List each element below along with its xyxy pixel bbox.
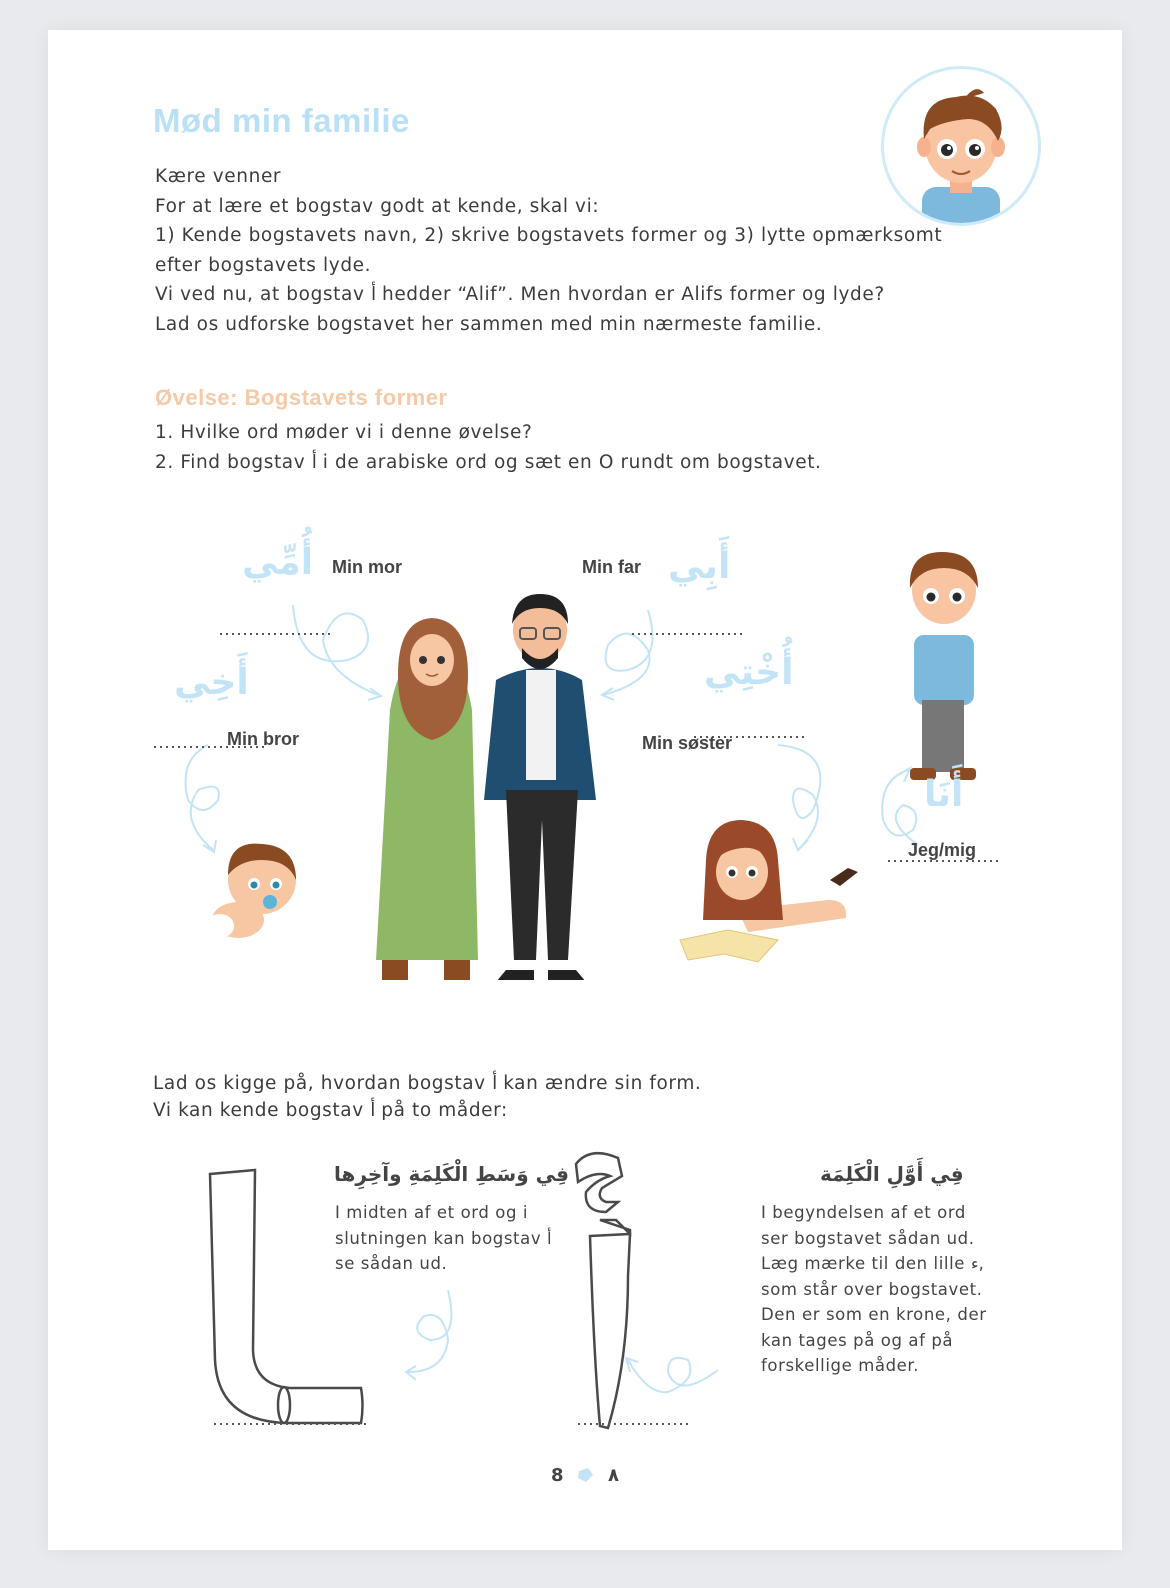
- forms-intro-line: Vi kan kende bogstav أ på to måder:: [153, 1100, 508, 1121]
- intro-line: efter bogstavets lyde.: [155, 254, 372, 276]
- label-father: Min far: [582, 557, 642, 577]
- intro-text: [155, 162, 995, 339]
- page-number-arabic: ٨: [608, 1465, 620, 1486]
- text-line: som står over bogstavet.: [761, 1279, 983, 1299]
- arabic-word-father: أَبِي: [668, 546, 731, 587]
- page-number: [48, 1465, 1122, 1486]
- father-figure-icon: [484, 594, 596, 980]
- intro-line: For at lære et bogstav godt at kende, skal vi:: [155, 195, 600, 217]
- heading-middle-end: فِي وَسَطِ الْكَلِمَةِ وآخِرِها: [334, 1162, 569, 1186]
- exercise-title: Øvelse: Bogstavets former: [155, 385, 448, 410]
- diamond-icon: [576, 1467, 596, 1483]
- boy-avatar-icon: [881, 66, 1041, 226]
- text-beginning: [761, 1200, 987, 1379]
- worksheet-page: [48, 30, 1122, 1550]
- label-sister: Min søster: [642, 733, 733, 753]
- exercise-steps: [155, 418, 822, 478]
- intro-line: Vi ved nu, at bogstav أ hedder “Alif”. Men hvordan er Alifs former og lyde?: [155, 284, 885, 305]
- text-line: ser bogstavet sådan ud.: [761, 1228, 975, 1248]
- arabic-word-me: أَنَا: [924, 774, 964, 815]
- label-me: Jeg/mig: [908, 840, 977, 860]
- forms-intro-line: Lad os kigge på, hvordan bogstav أ kan ændre sin form.: [153, 1073, 702, 1094]
- heading-beginning: فِي أَوَّلِ الْكَلِمَة: [820, 1162, 964, 1186]
- intro-line: Kære venner: [155, 166, 282, 187]
- intro-line: 1) Kende bogstavets navn, 2) skrive bogstavets former og 3) lytte opmærksomt: [155, 225, 943, 246]
- page-title: Mød min familie: [153, 102, 410, 139]
- forms-intro: [153, 1070, 701, 1124]
- text-line: Den er som en krone, der: [761, 1305, 987, 1324]
- mother-figure-icon: [376, 618, 478, 980]
- text-line: I begyndelsen af et ord: [761, 1203, 966, 1222]
- text-line: Læg mærke til den lille ء,: [761, 1254, 984, 1273]
- text-line: se sådan ud.: [335, 1254, 448, 1273]
- text-line: I midten af et ord og i: [335, 1203, 529, 1222]
- page-number-latin: 8: [550, 1465, 564, 1486]
- arabic-word-sister: أُخْتِي: [704, 652, 794, 693]
- intro-line: Lad os udforske bogstavet her sammen med min nærmeste familie.: [155, 313, 823, 335]
- boy-figure-icon: [910, 552, 978, 780]
- sister-figure-icon: [680, 820, 858, 962]
- text-line: forskellige måder.: [761, 1356, 920, 1375]
- exercise-step: 1. Hvilke ord møder vi i denne øvelse?: [155, 422, 533, 443]
- arabic-word-brother: أَخِي: [174, 662, 249, 703]
- baby-figure-icon: [206, 844, 296, 938]
- text-middle-end: [335, 1200, 552, 1277]
- label-brother: Min bror: [227, 729, 299, 749]
- label-mother: Min mor: [332, 557, 402, 577]
- alif-beginning-form-icon: [576, 1153, 630, 1428]
- text-line: slutningen kan bogstav أ: [335, 1228, 552, 1248]
- text-line: kan tages på og af på: [761, 1330, 954, 1350]
- arabic-word-mother: أُمِّي: [242, 542, 314, 583]
- exercise-step: 2. Find bogstav أ i de arabiske ord og sæt en O rundt om bogstavet.: [155, 452, 822, 473]
